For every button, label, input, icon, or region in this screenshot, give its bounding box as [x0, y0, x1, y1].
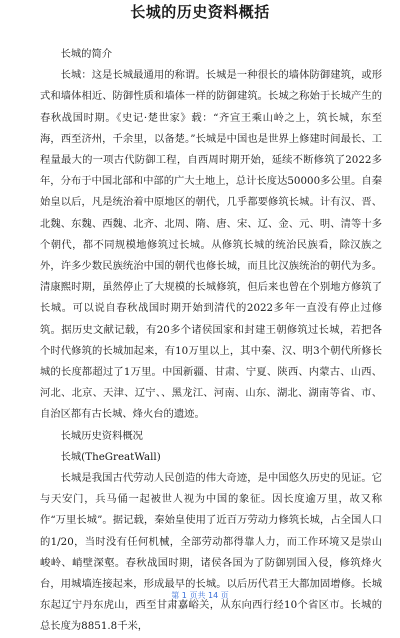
- section-heading-intro: 长城的简介: [60, 48, 113, 60]
- document-title: 长城的历史资料概括: [130, 3, 270, 21]
- document-body: [40, 44, 382, 638]
- paragraph-overview: 长城是我国古代劳动人民创造的伟大奇迹，是中国悠久历史的见证。它与天安门，兵马俑一起被世人视为中国的象征。因长度逾万里，故又称作“万里长城”。据记载，秦始皇使用了近百万劳动力修筑长城，占全国人口的1/20，当时没有任何机械，全部劳动都得靠人力，而工作环境又是崇山峻岭、峭壁深壑。春秋战国时期，诸侯各国为了防御别国入侵，修筑烽火台，用城墙连接起来，形成最早的长城。以后历代君王大都加固增修。长城东起辽宁丹东虎山，西至甘肃嘉峪关，从东向西行经10个省区市。长城的总长度为8851.8千米，: [40, 472, 382, 633]
- section-heading-overview: 长城历史资料概况: [60, 429, 143, 442]
- paragraph-intro: 长城：这是长城最通用的称谓。长城是一种很长的墙体防御建筑，或形式和墙体相近、防御性质和墙体一样的防御建筑。长城之称始于长城产生的春秋战国时期。《史记·楚世家》载：“齐宣王乘山岭之上，筑长城，东至海，西至济州，千余里，以备楚。”长城是中国也是世界上修建时间最长、工程量最大的一项古代防御工程，自西周时期开始，延续不断修筑了2022多年，分布于中国北部和中部的广大土地上，总计长度达50000多公里。自秦始皇以后，凡是统治着中原地区的朝代，几乎都要修筑长城。计有汉、晋、北魏、东魏、西魏、北齐、北周、隋、唐、宋、辽、金、元、明、清等十多个朝代，都不同规模地修筑过长城。从修筑长城的统治民族看，除汉族之外，许多少数民族统治中国的朝代也修长城，而且比汉族统治的朝代为多。清康熙时期，虽然停止了大规模的长城修筑，但后来也曾在个别地方修筑了长城。可以说自春秋战国时期开始到清代的2022多年一直没有停止过修筑。据历史文献记载，有20多个诸侯国家和封建王朝修筑过长城，若把各个时代修筑的长城加起来，有10万里以上，其中秦、汉、明3个朝代所修长城的长度都超过了1万里。中国新疆、甘肃、宁夏、陕西、内蒙古、山西、河北、北京、天津、辽宁、、黑龙江、河南、山东、湖北、湖南等省、市、自治区都有古长城、烽火台的遗迹。: [40, 69, 382, 421]
- page-number: 第 1 页共 14 页: [171, 591, 229, 600]
- subheading-great-wall: 长城(TheGreatWall): [60, 450, 161, 463]
